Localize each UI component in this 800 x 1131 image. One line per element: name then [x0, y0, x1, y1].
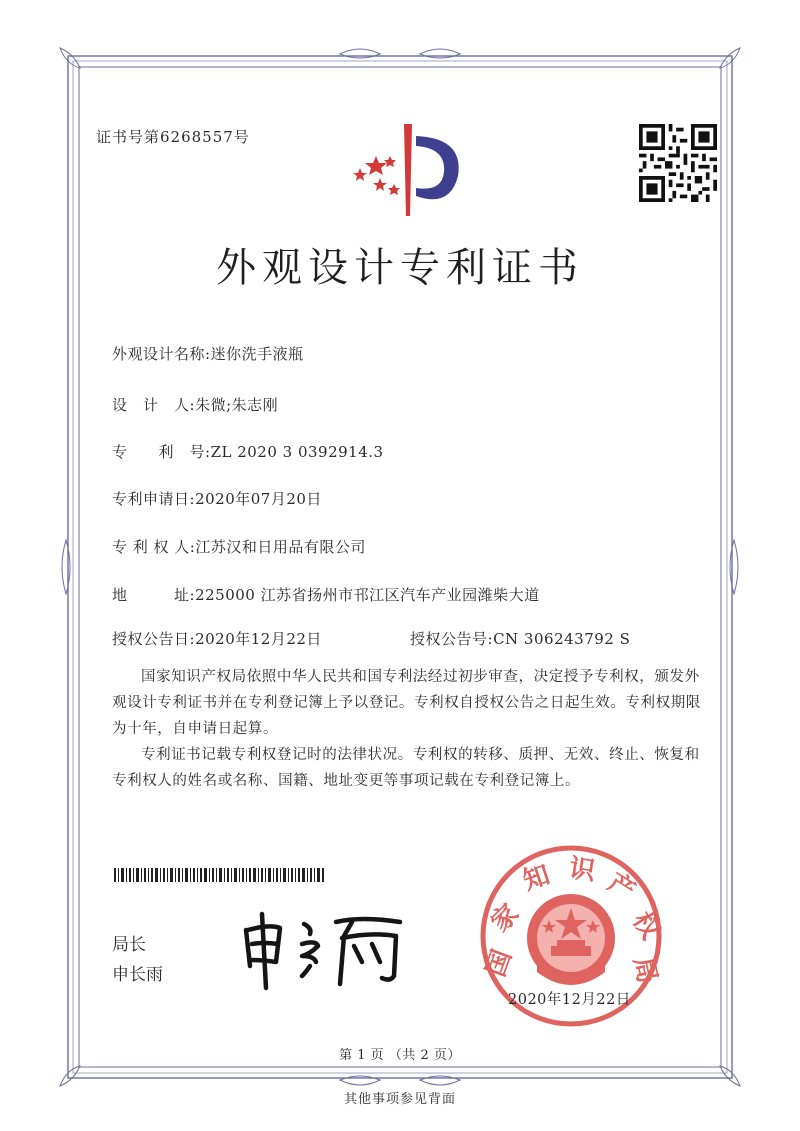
field-value: ZL 2020 3 0392914.3: [210, 443, 384, 461]
svg-text:知: 知: [519, 860, 554, 897]
field-value: 225000 江苏省扬州市邗江区汽车产业园潍柴大道: [195, 586, 540, 604]
field-value: CN 306243792 S: [493, 630, 631, 648]
field-grant-date: [112, 628, 322, 649]
field-label: 授权公告号:: [410, 630, 494, 648]
field-designer: [112, 394, 278, 415]
field-grant-number: [410, 628, 630, 649]
field-label: 授权公告日:: [112, 630, 196, 648]
field-value: 2020年07月20日: [195, 490, 322, 508]
certificate-body: [112, 664, 712, 794]
svg-text:产: 产: [602, 867, 641, 907]
certificate-title: 外观设计专利证书: [216, 245, 584, 291]
seal-date: 2020年12月22日: [508, 992, 631, 1008]
field-patent-number: [112, 441, 384, 462]
field-label: 外观设计名称:: [112, 345, 211, 363]
field-label: 专 利 权 人:: [112, 538, 196, 556]
svg-text:权: 权: [626, 906, 665, 945]
svg-text:局: 局: [627, 954, 663, 987]
field-patentee: [112, 536, 366, 557]
field-value: 江苏汉和日用品有限公司: [195, 538, 366, 556]
certificate-number: 证书号第6268557号: [96, 128, 250, 146]
field-design-name: [112, 343, 304, 364]
field-address: [112, 584, 540, 605]
page-indicator: 第 1 页 （共 2 页）: [339, 1048, 461, 1063]
field-value: 2020年12月22日: [195, 630, 322, 648]
footer-note: 其他事项参见背面: [343, 1092, 456, 1107]
field-label: 地 址:: [112, 586, 196, 604]
qr-code-icon: [639, 124, 717, 202]
svg-text:家: 家: [485, 898, 526, 939]
field-application-date: [112, 488, 322, 509]
barcode-icon: [114, 868, 324, 882]
field-value: 朱微;朱志刚: [195, 396, 279, 414]
handwritten-signature: [232, 900, 412, 995]
signatory-name: 申长雨: [112, 965, 163, 985]
field-label: 专利申请日:: [112, 490, 196, 508]
svg-text:国: 国: [480, 945, 519, 981]
field-value: 迷你洗手液瓶: [210, 345, 304, 363]
field-label: 设 计 人:: [112, 396, 196, 414]
body-paragraph: 专利证书记载专利权登记时的法律状况。专利权的转移、质押、无效、终止、恢复和专利权人的姓名或名称、国籍、地址变更等事项记载在专利登记簿上。: [112, 747, 700, 789]
field-label: 专 利 号:: [112, 443, 211, 461]
svg-text:识: 识: [567, 853, 598, 887]
patent-office-logo-icon: [346, 116, 468, 218]
body-paragraph: 国家知识产权局依照中华人民共和国专利法经过初步审查，决定授予专利权，颁发外观设计专利证书并在专利登记簿上予以登记。专利权自授权公告之日起生效。专利权期限为十年，自申请日起算。: [112, 669, 701, 737]
signatory-role: 局长: [112, 935, 146, 955]
